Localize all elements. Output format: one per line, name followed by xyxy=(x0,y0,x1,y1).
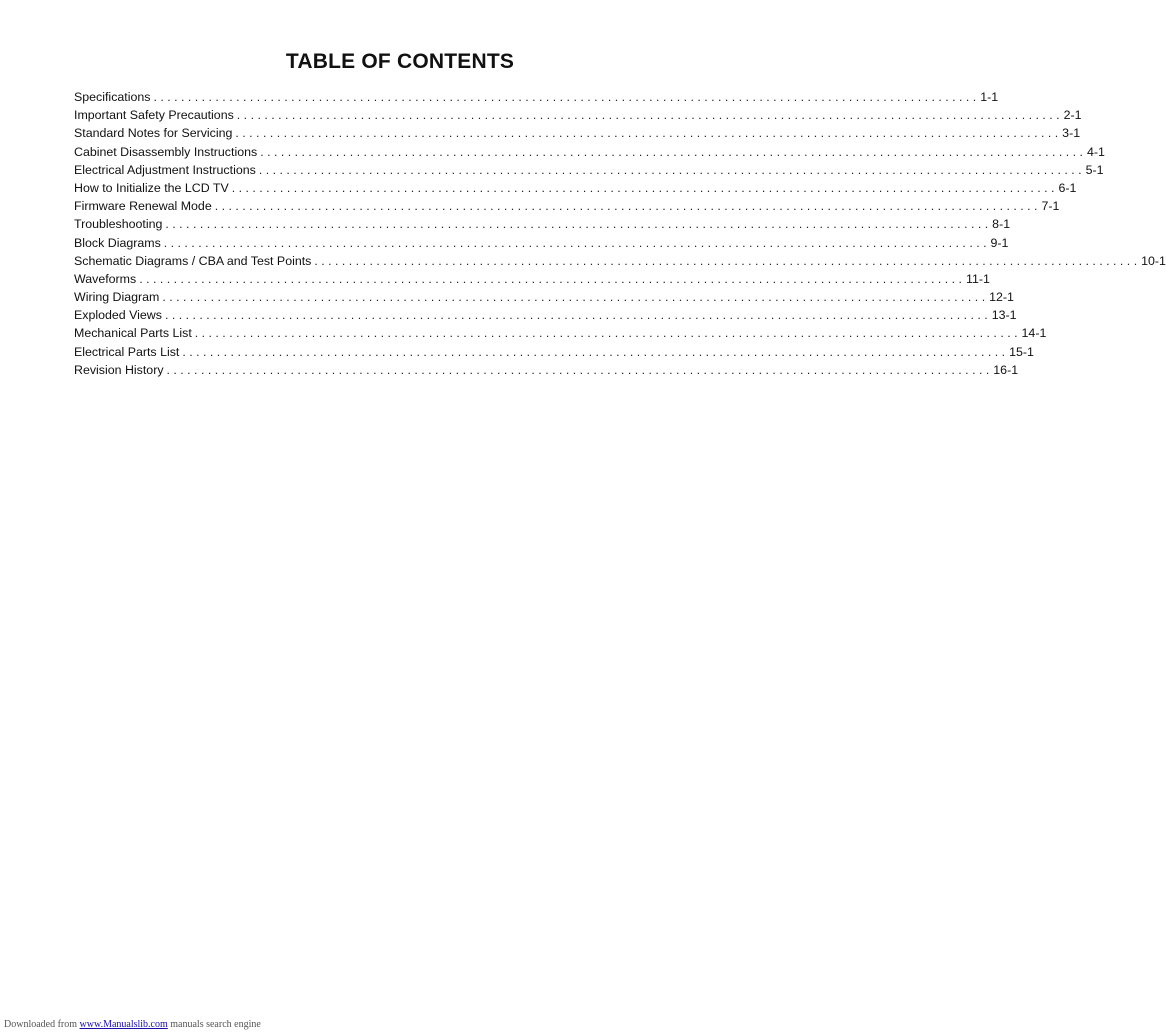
toc-entry[interactable] xyxy=(74,179,1077,197)
toc-entry[interactable] xyxy=(74,124,1081,142)
dot-leader: . . . . . . . . . . . . . . . . . . . . . . . . . . . . . . . . . . . . . . . . . . . . . . . . . . . . . . . . . . . . . . . . . . . . . . . . . . . . . . . . . . . . . . . . . . . . . . . . . . . . . . . . . . . . . . . . . . . . . . . . xyxy=(166,362,990,377)
toc-entry-title: Firmware Renewal Mode xyxy=(74,199,212,214)
toc-entry-page: 11-1 xyxy=(965,271,990,286)
toc-entry[interactable] xyxy=(74,143,1105,161)
dot-leader: . . . . . . . . . . . . . . . . . . . . . . . . . . . . . . . . . . . . . . . . . . . . . . . . . . . . . . . . . . . . . . . . . . . . . . . . . . . . . . . . . . . . . . . . . . . . . . . . . . . . . . . . . . . . . . . . . . . . . . . . xyxy=(162,290,986,305)
manualslib-link[interactable]: www.Manualslib.com xyxy=(79,1019,168,1030)
toc-entry[interactable] xyxy=(74,324,1047,342)
toc-entry-page: 13-1 xyxy=(991,308,1017,323)
toc-entry[interactable] xyxy=(74,234,1009,252)
toc-entry[interactable] xyxy=(74,252,1166,270)
dot-leader: . . . . . . . . . . . . . . . . . . . . . . . . . . . . . . . . . . . . . . . . . . . . . . . . . . . . . . . . . . . . . . . . . . . . . . . . . . . . . . . . . . . . . . . . . . . . . . . . . . . . . . . . . . . . . . . . . . . . . . . . xyxy=(165,217,989,232)
dot-leader: . . . . . . . . . . . . . . . . . . . . . . . . . . . . . . . . . . . . . . . . . . . . . . . . . . . . . . . . . . . . . . . . . . . . . . . . . . . . . . . . . . . . . . . . . . . . . . . . . . . . . . . . . . . . . . . . . . . . . . . . xyxy=(235,126,1059,141)
toc-entry-title: Block Diagrams xyxy=(74,235,161,250)
toc-entry-page: 8-1 xyxy=(992,217,1011,232)
toc-entry-title: Waveforms xyxy=(74,271,137,286)
toc-entry-title: Cabinet Disassembly Instructions xyxy=(74,144,258,159)
toc-entry-page: 9-1 xyxy=(990,235,1009,250)
table-of-contents xyxy=(74,88,1166,379)
footer-suffix: manuals search engine xyxy=(170,1019,261,1030)
toc-entry-page: 6-1 xyxy=(1058,180,1077,195)
download-footer xyxy=(4,1019,261,1030)
toc-entry-title: Standard Notes for Servicing xyxy=(74,126,233,141)
toc-entry[interactable] xyxy=(74,106,1082,124)
toc-entry-title: Wiring Diagram xyxy=(74,290,160,305)
toc-entry-page: 4-1 xyxy=(1086,144,1105,159)
toc-entry-title: Troubleshooting xyxy=(74,217,163,232)
toc-entry-title: Schematic Diagrams / CBA and Test Points xyxy=(74,253,312,268)
toc-entry-title: Electrical Parts List xyxy=(74,344,180,359)
dot-leader: . . . . . . . . . . . . . . . . . . . . . . . . . . . . . . . . . . . . . . . . . . . . . . . . . . . . . . . . . . . . . . . . . . . . . . . . . . . . . . . . . . . . . . . . . . . . . . . . . . . . . . . . . . . . . . . . . . . . . . . . xyxy=(236,108,1060,123)
toc-entry-title: Exploded Views xyxy=(74,308,162,323)
toc-entry-page: 12-1 xyxy=(989,290,1014,305)
toc-entry[interactable] xyxy=(74,343,1034,361)
dot-leader: . . . . . . . . . . . . . . . . . . . . . . . . . . . . . . . . . . . . . . . . . . . . . . . . . . . . . . . . . . . . . . . . . . . . . . . . . . . . . . . . . . . . . . . . . . . . . . . . . . . . . . . . . . . . . . . . . . . . . . . . xyxy=(314,253,1138,268)
toc-entry-page: 14-1 xyxy=(1021,326,1047,341)
footer-prefix: Downloaded from xyxy=(4,1019,78,1030)
dot-leader: . . . . . . . . . . . . . . . . . . . . . . . . . . . . . . . . . . . . . . . . . . . . . . . . . . . . . . . . . . . . . . . . . . . . . . . . . . . . . . . . . . . . . . . . . . . . . . . . . . . . . . . . . . . . . . . . . . . . . . . . xyxy=(258,162,1082,177)
toc-entry-title: Important Safety Precautions xyxy=(74,108,234,123)
page-title: TABLE OF CONTENTS xyxy=(285,50,515,73)
dot-leader: . . . . . . . . . . . . . . . . . . . . . . . . . . . . . . . . . . . . . . . . . . . . . . . . . . . . . . . . . . . . . . . . . . . . . . . . . . . . . . . . . . . . . . . . . . . . . . . . . . . . . . . . . . . . . . . . . . . . . . . . xyxy=(153,90,977,104)
toc-entry-title: How to Initialize the LCD TV xyxy=(74,180,229,195)
toc-entry[interactable] xyxy=(74,306,1017,324)
toc-entry-page: 1-1 xyxy=(980,90,999,104)
toc-entry[interactable] xyxy=(74,215,1011,233)
toc-entry-title: Revision History xyxy=(74,362,164,377)
toc-entry-page: 7-1 xyxy=(1041,199,1060,214)
toc-entry[interactable] xyxy=(74,197,1060,215)
toc-entry[interactable] xyxy=(74,361,1019,379)
toc-entry-page: 3-1 xyxy=(1062,126,1081,141)
dot-leader: . . . . . . . . . . . . . . . . . . . . . . . . . . . . . . . . . . . . . . . . . . . . . . . . . . . . . . . . . . . . . . . . . . . . . . . . . . . . . . . . . . . . . . . . . . . . . . . . . . . . . . . . . . . . . . . . . . . . . . . . xyxy=(194,326,1018,341)
toc-entry-title: Electrical Adjustment Instructions xyxy=(74,162,256,177)
toc-entry-page: 15-1 xyxy=(1009,344,1034,359)
toc-entry[interactable] xyxy=(74,270,990,288)
toc-entry-title: Mechanical Parts List xyxy=(74,326,192,341)
toc-entry-title: Specifications xyxy=(74,90,151,104)
toc-entry-page: 16-1 xyxy=(993,362,1019,377)
toc-entry[interactable] xyxy=(74,161,1104,179)
toc-entry-page: 5-1 xyxy=(1085,162,1104,177)
dot-leader: . . . . . . . . . . . . . . . . . . . . . . . . . . . . . . . . . . . . . . . . . . . . . . . . . . . . . . . . . . . . . . . . . . . . . . . . . . . . . . . . . . . . . . . . . . . . . . . . . . . . . . . . . . . . . . . . . . . . . . . . xyxy=(231,180,1055,195)
dot-leader: . . . . . . . . . . . . . . . . . . . . . . . . . . . . . . . . . . . . . . . . . . . . . . . . . . . . . . . . . . . . . . . . . . . . . . . . . . . . . . . . . . . . . . . . . . . . . . . . . . . . . . . . . . . . . . . . . . . . . . . . xyxy=(164,308,988,323)
toc-entry-page: 2-1 xyxy=(1063,108,1082,123)
toc-entry[interactable] xyxy=(74,88,999,106)
toc-entry-page: 10-1 xyxy=(1141,253,1166,268)
dot-leader: . . . . . . . . . . . . . . . . . . . . . . . . . . . . . . . . . . . . . . . . . . . . . . . . . . . . . . . . . . . . . . . . . . . . . . . . . . . . . . . . . . . . . . . . . . . . . . . . . . . . . . . . . . . . . . . . . . . . . . . . xyxy=(163,235,987,250)
dot-leader: . . . . . . . . . . . . . . . . . . . . . . . . . . . . . . . . . . . . . . . . . . . . . . . . . . . . . . . . . . . . . . . . . . . . . . . . . . . . . . . . . . . . . . . . . . . . . . . . . . . . . . . . . . . . . . . . . . . . . . . . xyxy=(214,199,1038,214)
toc-entry[interactable] xyxy=(74,288,1014,306)
dot-leader: . . . . . . . . . . . . . . . . . . . . . . . . . . . . . . . . . . . . . . . . . . . . . . . . . . . . . . . . . . . . . . . . . . . . . . . . . . . . . . . . . . . . . . . . . . . . . . . . . . . . . . . . . . . . . . . . . . . . . . . . xyxy=(260,144,1083,159)
dot-leader: . . . . . . . . . . . . . . . . . . . . . . . . . . . . . . . . . . . . . . . . . . . . . . . . . . . . . . . . . . . . . . . . . . . . . . . . . . . . . . . . . . . . . . . . . . . . . . . . . . . . . . . . . . . . . . . . . . . . . . . . xyxy=(139,271,962,286)
dot-leader: . . . . . . . . . . . . . . . . . . . . . . . . . . . . . . . . . . . . . . . . . . . . . . . . . . . . . . . . . . . . . . . . . . . . . . . . . . . . . . . . . . . . . . . . . . . . . . . . . . . . . . . . . . . . . . . . . . . . . . . . xyxy=(182,344,1006,359)
